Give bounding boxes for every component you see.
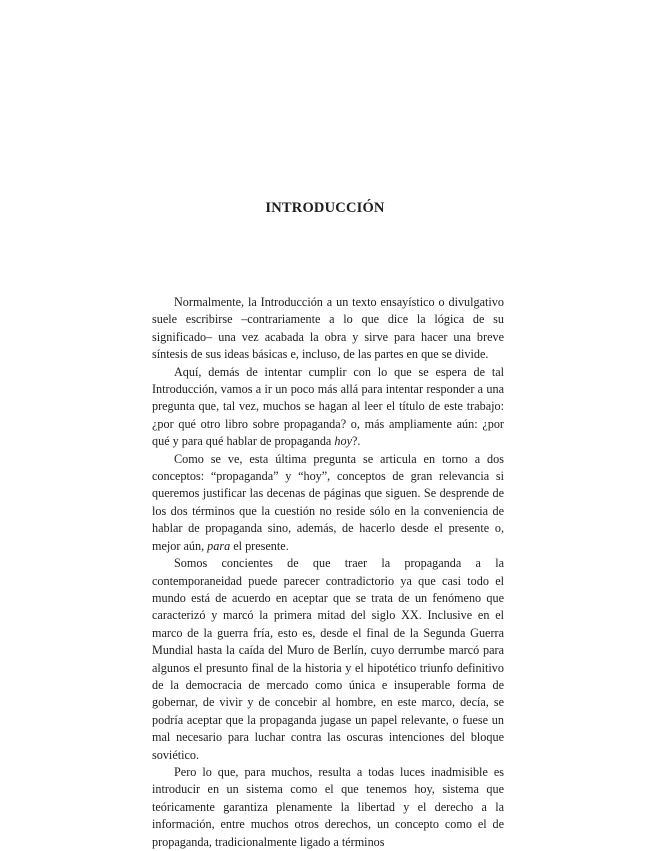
text-run: Pero lo que, para muchos, resulta a todas luces inadmisible es introducir en un sistema como el que tenemos hoy, sistema que teóricamente garantiza plenamente la libertad y el derecho a la información, entre muchos otros derechos, un concepto como el de propaganda, tradicionalmente ligado a términos: [152, 764, 504, 849]
text-run: Normalmente, la Introducción a un texto ensayístico o divulgativo suele escribirse –contrariamente a lo que dice la lógica de su significado– una vez acabada la obra y sirve para hacer una breve síntesis de sus ideas básicas e, incluso, de las partes en que se divide.: [152, 295, 504, 362]
text-run: Aquí, demás de intentar cumplir con lo que se espera de tal Introducción, vamos a ir un poco más allá para intentar responder a una pregunta que, tal vez, muchos se hagan al leer el título de este trabajo: ¿por qué otro libro sobre propaganda? o, más ampliamente aún: ¿por qué y para qué hablar de propaganda: [152, 364, 504, 449]
text-run: el presente.: [230, 538, 289, 553]
text-run: Como se ve, esta última pregunta se articula en torno a dos conceptos: “propaganda” y “hoy”, conceptos de gran relevancia si queremos justificar las decenas de páginas que siguen. Se desprende de los dos términos que la cuestión no reside sólo en la conveniencia de hablar de propaganda sino, además, de hacerlo desde el presente o, mejor aún,: [152, 451, 504, 553]
text-run: Somos concientes de que traer la propaganda a la contemporaneidad puede parecer contradictorio ya que casi todo el mundo está de acuerdo en aceptar que se trata de un fenómeno que caracterizó y marcó la primera mitad del siglo XX. Inclusive en el marco de la guerra fría, esto es, desde el final de la Segunda Guerra Mundial hasta la caída del Muro de Berlín, cuyo derrumbe marcó para algunos el presunto final de la historia y el hipotético triunfo definitivo de la democracia de mercado como única e insuperable forma de gobernar, de vivir y de concebir al hombre, en este marco, decía, se podría aceptar que la propaganda jugase un papel relevante, o fuese un mal necesario para luchar contra las oscuras intenciones del bloque soviético.: [152, 556, 504, 762]
paragraph: [152, 451, 504, 555]
text-run: ?.: [352, 434, 361, 449]
paragraph: [152, 364, 504, 451]
paragraph: [152, 764, 504, 851]
italic-text: para: [207, 538, 231, 553]
body-text: [152, 294, 504, 851]
italic-text: hoy: [334, 434, 352, 449]
page-title: INTRODUCCIÓN: [265, 200, 385, 216]
paragraph: [152, 294, 504, 364]
paragraph: [152, 555, 504, 764]
